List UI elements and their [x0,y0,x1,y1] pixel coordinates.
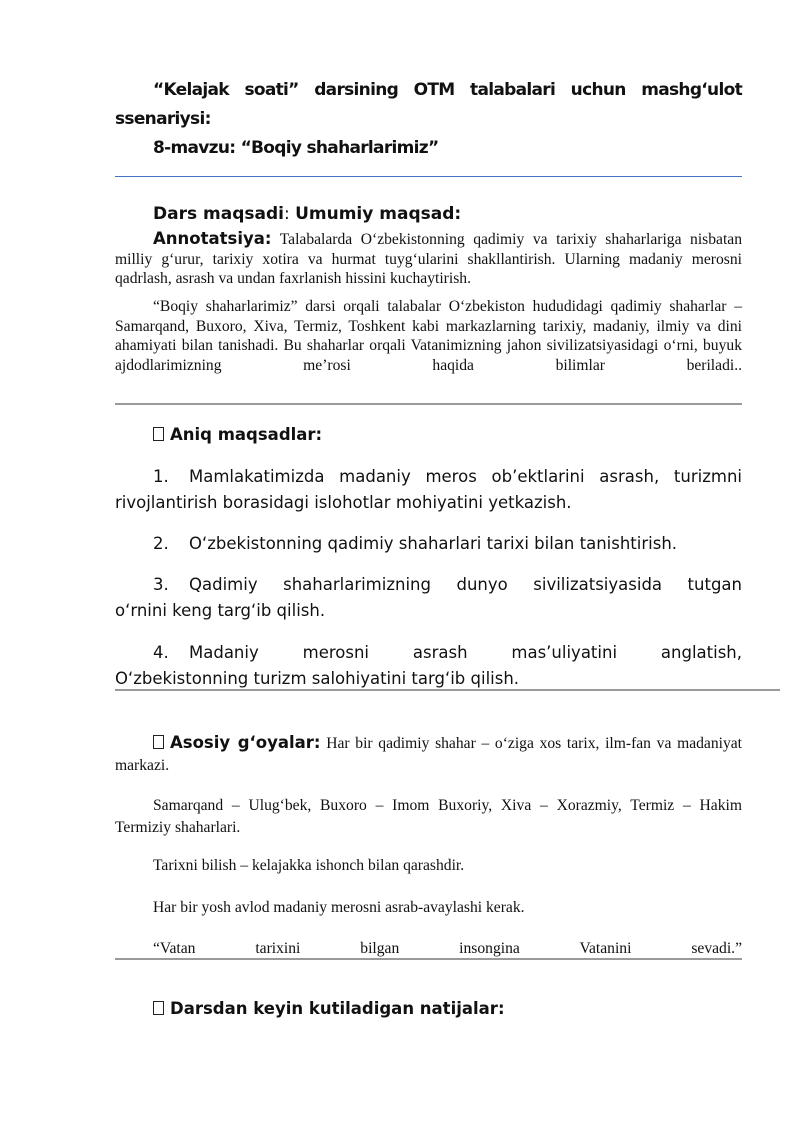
lesson-goal-value: Umumiy maqsad: [295,204,462,224]
specific-goals-heading [153,425,322,444]
section-divider [115,958,742,960]
title-divider [115,176,742,177]
checkbox-icon [153,1001,164,1015]
main-idea-line: Har bir yosh avlod madaniy merosni asrab-avaylashi kerak. [153,899,525,916]
goal-number: 4. [153,643,169,662]
checkbox-icon [153,427,164,441]
annotation-paragraph [115,229,742,289]
annotation-paragraph-2: “Boqiy shaharlarimiz” darsi orqali talabalar O‘zbekiston hududidagi qadimiy shaharlar – Samarqand, Buxoro, Xiva, Termiz, Toshkent kabi markazlarning tarixiy, madaniy, ilmiy va dini ahamiyati bilan tanishadi. Bu shaharlar orqali Vatanimizning jahon sivilizatsiyasidagi o‘rni, buyuk ajdodlarimizning me’rosi haqida bilimlar beriladi.. [115,298,742,374]
goal-text: Qadimiy shaharlarimizning dunyo sivilizatsiyasida tutgan [189,575,742,594]
goal-text: Mamlakatimizda madaniy meros ob’ektlarini asrash, turizmni [189,467,742,486]
expected-results-label: Darsdan keyin kutiladigan natijalar: [170,999,505,1018]
topic-title: 8-mavzu: “Boqiy shaharlarimiz” [153,138,439,158]
goal-text-continued: rivojlantirish borasidagi islohotlar mohiyatini yetkazish. [115,493,572,512]
specific-goals-label: Aniq maqsadlar: [170,425,323,444]
section-divider [115,689,780,691]
main-ideas-text: Har bir qadimiy shahar – o‘ziga xos tarix, ilm-fan va madaniyat markazi. [115,735,743,774]
main-idea-quote: “Vatan tarixini bilgan insongina Vatanini sevadi.” [153,940,742,957]
goal-text: Madaniy merosni asrash mas’uliyatini anglatish, [189,643,742,662]
goal-number: 3. [153,575,169,594]
main-idea-line: Samarqand – Ulug‘bek, Buxoro – Imom Buxoriy, Xiva – Xorazmiy, Termiz – Hakim Termiziy shaharlari. [115,797,742,836]
main-ideas-label: Asosiy g‘oyalar: [170,733,321,752]
goal-item [115,464,742,516]
section-divider [115,403,742,405]
main-ideas-paragraph [115,732,742,777]
goal-text-continued: O‘zbekistonning turizm salohiyatini targ‘ib qilish. [115,669,520,688]
expected-results-heading [153,999,505,1018]
checkbox-icon [153,735,164,749]
lesson-goal-separator: : [283,204,296,224]
lesson-goal-label: Dars maqsadi [153,204,284,224]
goal-item [115,572,742,624]
goal-text: O‘zbekistonning qadimiy shaharlari tarixi bilan tanishtirish. [189,534,678,553]
goal-text-continued: o‘rnini keng targ‘ib qilish. [115,601,326,620]
goal-number: 1. [153,467,169,486]
goal-item [115,531,742,557]
lesson-goal [115,200,742,228]
annotation-label: Annotatsiya: [153,229,272,248]
main-idea-line: Tarixni bilish – kelajakka ishonch bilan qarashdir. [153,857,465,874]
document-title: “Kelajak soati” darsining OTM talabalari uchun mashg‘ulot ssenariysi: [115,80,742,129]
goal-number: 2. [153,534,169,553]
goal-item [115,640,742,692]
annotation-text: Talabalarda O‘zbekistonning qadimiy va tarixiy shaharlariga nisbatan milliy g‘urur, tarixiy xotira va hurmat tuyg‘ularini shakllantirish. Ularning madaniy merosni qadrlash, asrash va undan faxrlanish hissini kuchaytirish. [115,231,742,287]
